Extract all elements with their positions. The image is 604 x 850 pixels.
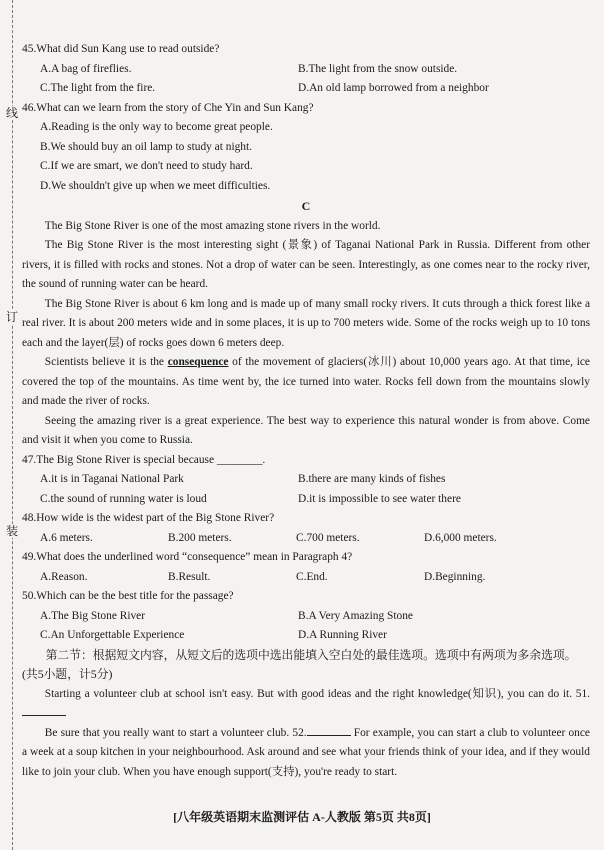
option-b: B.200 meters. <box>168 531 232 544</box>
option-b: B.We should buy an oil lamp to study at night. <box>40 140 253 153</box>
option-d: D.it is impossible to see water there <box>298 492 461 505</box>
option-a: A.6 meters. <box>40 531 93 544</box>
options <box>22 568 590 588</box>
option-c: C.700 meters. <box>296 531 360 544</box>
question-stem: 49.What does the underlined word “consequence” mean in Paragraph 4? <box>22 551 353 563</box>
question-45 <box>22 40 590 99</box>
options <box>22 470 590 509</box>
option-c: C.End. <box>296 570 328 583</box>
binding-char-zhuang: 装 <box>2 524 22 538</box>
binding-char-ding: 订 <box>2 310 22 324</box>
binding-line <box>12 0 13 850</box>
option-a: A.it is in Taganai National Park <box>40 473 184 485</box>
option-d: D.6,000 meters. <box>424 531 497 544</box>
option-b: B.The light from the snow outside. <box>298 62 458 75</box>
option-d: D.Beginning. <box>424 570 486 583</box>
options <box>22 529 590 549</box>
question-49 <box>22 548 590 587</box>
paragraph-text: For example, you can start a club to volunteer once a week at a soup kitchen in your neighbourhood. Ask around and see what your friends think of your idea, and if they would like to join your club. When you have enough support(支持), you're ready to start. <box>22 726 590 778</box>
section-2-instructions: 第二节：根据短文内容，从短文后的选项中选出能填入空白处的最佳选项。选项中有两项为多余选项。(共5小题，计5分) <box>22 647 577 681</box>
section-2-paragraph-2 <box>22 724 590 783</box>
underlined-word: consequence <box>167 356 229 368</box>
passage-heading: C <box>301 199 311 213</box>
answer-blank-52 <box>307 725 351 736</box>
option-a: A.A bag of fireflies. <box>40 62 132 75</box>
question-stem: 47.The Big Stone River is special because ________. <box>22 453 266 466</box>
paragraph-text: of the movement of glaciers(冰川) about 10,000 years ago. At that time, ice covered the top of the mountains. As time went by, the ice turned into water. Rocks fell down from the mountains slowly and made the river of rocks. <box>22 356 590 407</box>
options <box>22 607 590 646</box>
passage-paragraph-3: The Big Stone River is about 6 km long and is made up of many small rocky rivers. It cuts through a thick forest like a real river. It is about 200 meters wide and in some places, it is up to 700 meters wide. Some of the rocks weigh up to 10 tons each and the layer(层) of rocks goes down 6 meters deep. <box>22 297 590 349</box>
option-a: A.Reason. <box>40 570 88 583</box>
question-stem: 46.What can we learn from the story of Che Yin and Sun Kang? <box>22 101 314 114</box>
question-48 <box>22 509 590 548</box>
option-b: B.there are many kinds of fishes <box>298 473 446 485</box>
answer-blank-51 <box>22 705 66 716</box>
option-c: C.If we are smart, we don't need to study hard. <box>40 160 253 172</box>
page-content <box>22 40 590 782</box>
option-c: C.An Unforgettable Experience <box>40 629 185 641</box>
question-stem: 45.What did Sun Kang use to read outside? <box>22 43 220 55</box>
paragraph-text: Be sure that you really want to start a volunteer club. 52. <box>44 726 307 739</box>
question-stem: 50.Which can be the best title for the passage? <box>22 590 234 602</box>
option-d: D.We shouldn't give up when we meet difficulties. <box>40 179 271 192</box>
passage-paragraph-5: Seeing the amazing river is a great experience. The best way to experience this natural wonder is from above. Come and visit it when you come to Russia. <box>22 414 590 446</box>
option-a: A.The Big Stone River <box>40 609 146 622</box>
options <box>22 60 590 99</box>
option-c: C.the sound of running water is loud <box>40 492 207 505</box>
question-46 <box>22 99 590 197</box>
option-a: A.Reading is the only way to become great people. <box>40 121 273 133</box>
question-47 <box>22 451 590 510</box>
passage-paragraph-1: The Big Stone River is one of the most amazing stone rivers in the world. <box>44 219 381 232</box>
option-b: B.Result. <box>168 570 211 583</box>
passage-c <box>22 217 590 451</box>
option-b: B.A Very Amazing Stone <box>298 609 413 622</box>
section-2-paragraph-1 <box>22 685 590 724</box>
option-c: C.The light from the fire. <box>40 82 156 94</box>
question-50 <box>22 587 590 646</box>
passage-paragraph-4 <box>22 353 590 412</box>
paragraph-text: Starting a volunteer club at school isn't easy. But with good ideas and the right knowledge(知识), you can do it. 51. <box>44 687 590 700</box>
option-d: D.An old lamp borrowed from a neighbor <box>298 82 489 94</box>
option-d: D.A Running River <box>298 629 387 641</box>
question-stem: 48.How wide is the widest part of the Big Stone River? <box>22 512 275 524</box>
binding-char-xian: 线 <box>2 106 22 120</box>
page-footer: [八年级英语期末监测评估 A-人教版 第5页 共8页] <box>173 810 431 824</box>
paragraph-text: Scientists believe it is the <box>44 356 168 368</box>
passage-paragraph-2: The Big Stone River is the most interesting sight (景象) of Taganai National Park in Russia. Different from other rivers, it is filled with rocks and stones. Not a drop of water can be seen. Interestingly, as one comes near to the rocky river, the sound of running water can be heard. <box>22 239 590 290</box>
